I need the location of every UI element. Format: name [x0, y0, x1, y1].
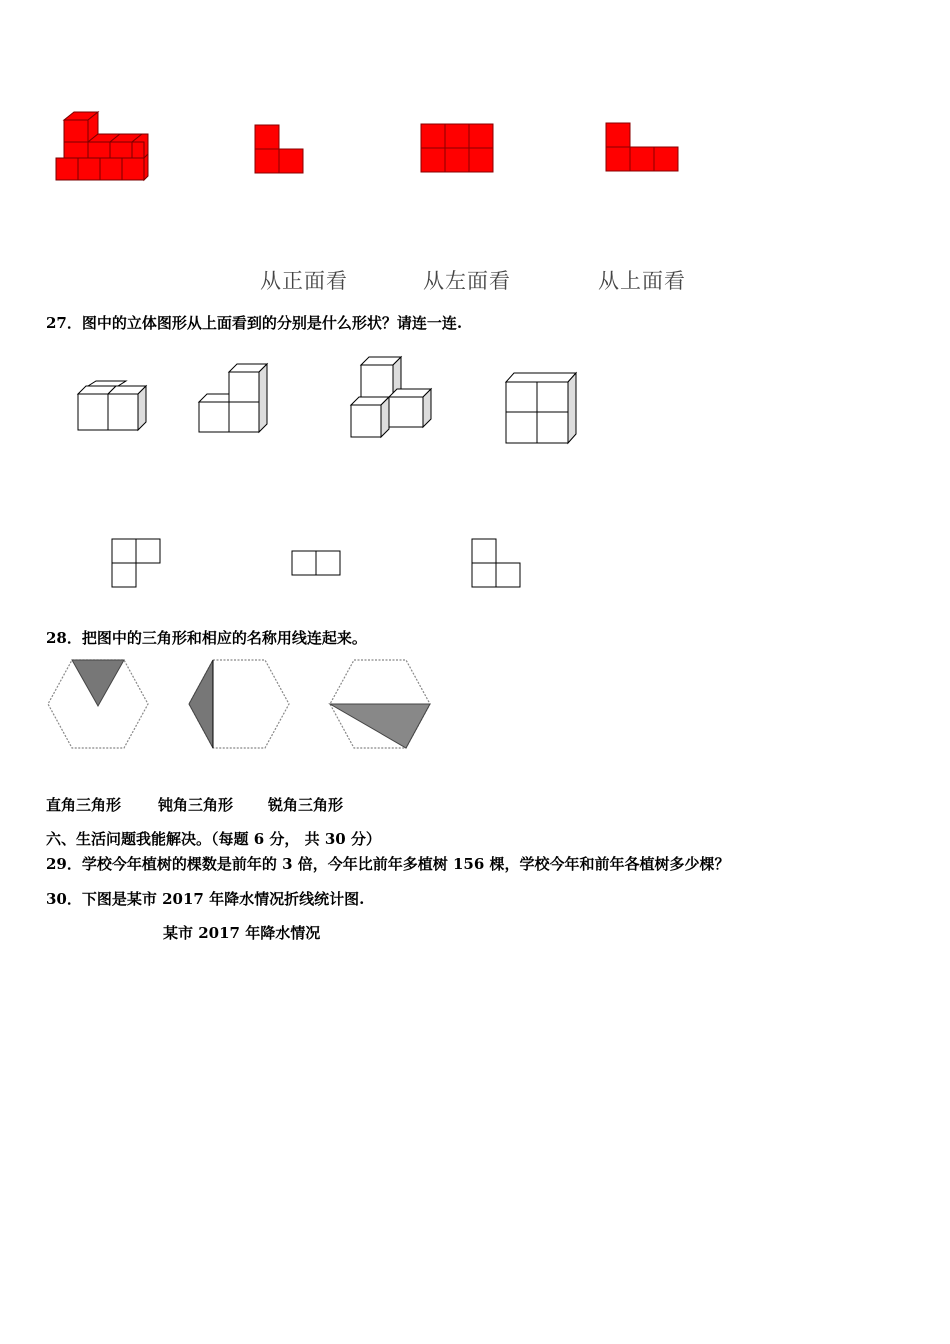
question-28-number: 28．: [46, 629, 82, 647]
question-29-number: 29．: [46, 855, 82, 873]
label-top-view: 从上面看: [598, 269, 686, 293]
question-27: [46, 312, 462, 333]
red-left-view: [420, 123, 496, 175]
label-left-view: 从左面看: [423, 269, 511, 293]
cube-solid-4: [503, 371, 583, 447]
red-cube-solid: [50, 108, 150, 183]
question-30-text: 下图是某市 2017 年降水情况折线统计图.: [81, 890, 365, 908]
triangle-name-right: 直角三角形: [46, 796, 122, 814]
triangle-name-acute: 锐角三角形: [268, 796, 344, 814]
label-front-view: 从正面看: [260, 269, 348, 293]
question-27-number: 27．: [46, 314, 82, 332]
question-29: [46, 853, 730, 874]
hexagon-triangle-2: [187, 658, 293, 750]
cube-solid-3: [349, 355, 435, 441]
top-view-shape-2: [291, 550, 343, 576]
hexagon-triangle-3: [328, 658, 434, 750]
cube-solid-2: [197, 362, 273, 438]
hexagon-triangle-1: [46, 658, 152, 750]
question-28: [46, 627, 367, 648]
triangle-name-obtuse: 钝角三角形: [158, 796, 234, 814]
red-top-view: [605, 122, 681, 174]
question-27-text: 图中的立体图形从上面看到的分别是什么形状？请连一连.: [81, 314, 463, 332]
question-30: [46, 888, 364, 909]
question-30-number: 30．: [46, 890, 82, 908]
top-view-shape-3: [471, 538, 523, 588]
question-28-text: 把图中的三角形和相应的名称用线连起来。: [81, 629, 367, 647]
question-29-text: 学校今年植树的棵数是前年的 3 倍，今年比前年多植树 156 棵，学校今年和前年各植树多少棵？: [81, 855, 730, 873]
chart-title: 某市 2017 年降水情况: [163, 924, 321, 942]
cube-solid-1: [76, 380, 152, 434]
red-front-view: [254, 124, 306, 176]
top-view-shape-1: [111, 538, 163, 588]
section-6-heading: 六、生活问题我能解决。（每题 6 分， 共 30 分）: [46, 830, 381, 848]
